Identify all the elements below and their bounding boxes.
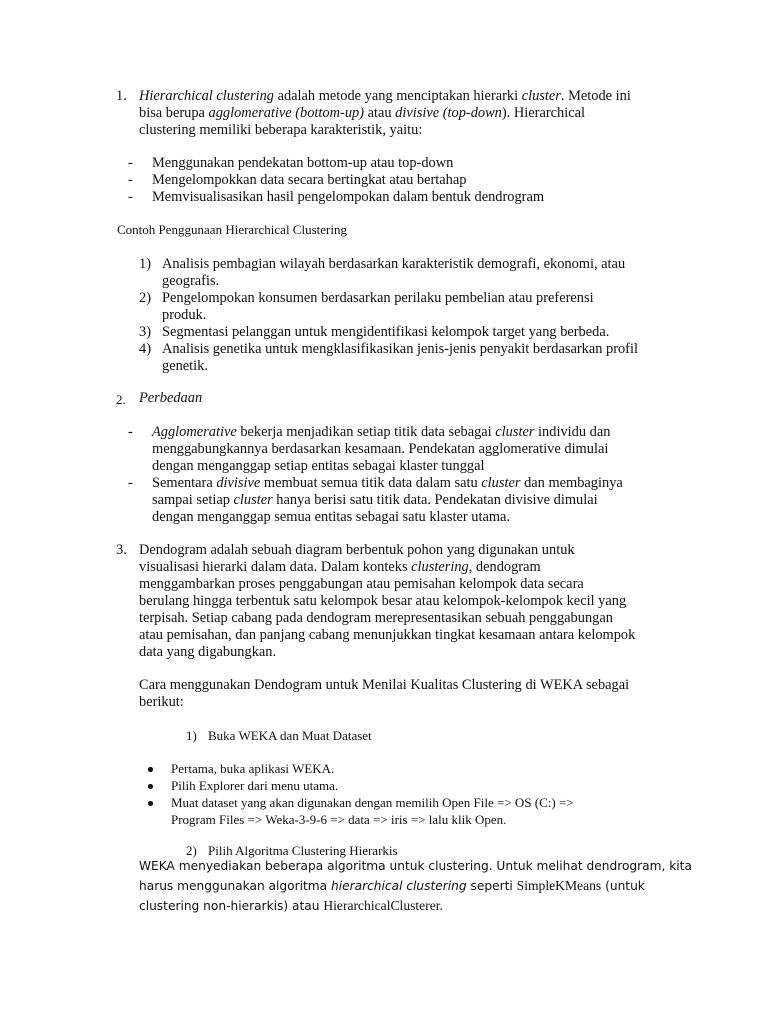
text-run: Dendogram adalah sebuah diagram berbentuk pohon yang digunakan untuk [139, 542, 575, 558]
text-run: dengan menganggap setiap entitas sebagai klaster tunggal [152, 458, 485, 474]
howto-paragraph [139, 677, 629, 711]
item-number: 3) [139, 324, 151, 340]
text-run: WEKA menyediakan beberapa algoritma untuk clustering. Untuk melihat dendrogram, kita [139, 859, 692, 873]
list-item-text: Memvisualisasikan hasil pengelompokan dalam bentuk dendrogram [152, 189, 545, 205]
step-1-title: Buka WEKA dan Muat Dataset [208, 728, 372, 743]
text-run: menggabungkannya berdasarkan kesamaan. Pendekatan agglomerative dimulai [152, 441, 609, 457]
italic-text-run: Agglomerative [152, 424, 237, 440]
text-run: terpisah. Setiap cabang pada dendogram merepresentasikan sebuah penggabungan [139, 610, 613, 626]
paragraph-line [139, 610, 635, 627]
dash-marker: - [128, 189, 133, 205]
list-item-text: genetik. [162, 358, 208, 374]
bullet-dot-icon [148, 767, 153, 772]
paragraph-line [139, 644, 635, 661]
list-item [128, 475, 623, 526]
paragraph-line [139, 896, 692, 916]
italic-text-run: cluster [481, 475, 521, 491]
paragraph-line [139, 627, 635, 644]
text-run: HierarchicalClusterer. [323, 898, 443, 913]
text-run: menggambarkan proses penggabungan atau pemisahan kelompok data secara [139, 576, 584, 592]
list-item [148, 777, 574, 794]
paragraph-line [139, 857, 692, 876]
paragraph-line [139, 542, 635, 559]
item-number: 4) [139, 341, 151, 357]
text-run: bekerja menjadikan setiap titik data sebagai [236, 424, 496, 440]
text-run: SimpleKMeans [516, 878, 602, 893]
step-1-number: 1) [186, 728, 197, 743]
dash-marker: - [128, 155, 133, 171]
dash-marker: - [128, 172, 133, 188]
text-run: seperti [466, 879, 517, 893]
paragraph-line [139, 88, 631, 105]
list-item-text: produk. [162, 307, 207, 323]
list-item-text: geografis. [162, 273, 220, 289]
list-item-text: Analisis genetika untuk mengklasifikasikan jenis-jenis penyakit berdasarkan profil [162, 341, 638, 357]
text-run: membuat semua titik data dalam satu [260, 475, 482, 491]
text-run: visualisasi hierarki dalam data. Dalam konteks [139, 559, 412, 575]
list-item [139, 256, 638, 290]
list-item [139, 341, 638, 375]
list-item-text: Segmentasi pelanggan untuk mengidentifikasi kelompok target yang berbeda. [162, 324, 610, 340]
step-2-paragraph [139, 857, 692, 916]
list-item-text: Pilih Explorer dari menu utama. [171, 778, 339, 793]
text-run: atau [364, 105, 396, 121]
text-run: dengan menganggap semua entitas sebagai satu klaster utama. [152, 509, 511, 525]
list-item-text: Program Files => Weka-3-9-6 => data => iris => lalu klik Open. [171, 812, 507, 827]
step-2-number: 2) [186, 843, 197, 858]
bullet-dot-icon [148, 784, 153, 789]
list-item-text: Analisis pembagian wilayah berdasarkan karakteristik demografi, ekonomi, atau [162, 256, 626, 272]
list-item-text: Pertama, buka aplikasi WEKA. [171, 761, 335, 776]
text-run: sampai setiap [152, 492, 234, 508]
text-run: dan membaginya [520, 475, 623, 491]
list-item-text: Pengelompokan konsumen berdasarkan perilaku pembelian atau preferensi [162, 290, 594, 306]
paragraph-line [139, 559, 635, 576]
italic-text-run: cluster [521, 88, 561, 104]
text-run: adalah metode yang menciptakan hierarki [273, 88, 522, 104]
section-3-paragraph [139, 542, 635, 661]
text-run: (untuk [601, 879, 645, 893]
italic-text-run: cluster [495, 424, 535, 440]
list-item [139, 324, 638, 341]
paragraph-line: Cara menggunakan Dendogram untuk Menilai Kualitas Clustering di WEKA sebagai [139, 677, 630, 693]
bullet-dot-icon [148, 801, 153, 806]
text-run: clustering memiliki beberapa karakteristik, yaitu: [139, 122, 423, 138]
examples-list [139, 256, 638, 375]
paragraph-line [139, 105, 631, 122]
section-2-bullet-list [128, 424, 623, 526]
paragraph-line [139, 576, 635, 593]
dash-marker: - [128, 475, 133, 491]
italic-text-run: cluster [233, 492, 273, 508]
section-3-number: 3. [116, 542, 127, 558]
text-run: . Metode ini [560, 88, 631, 104]
list-item-text [152, 441, 623, 458]
section-1-paragraph [139, 88, 631, 139]
list-item-text [152, 458, 623, 475]
paragraph-line [139, 122, 631, 139]
list-item-text [152, 475, 623, 492]
list-item [148, 794, 574, 828]
list-item-text [152, 424, 623, 441]
list-item [139, 290, 638, 324]
step-1-bullet-list [148, 760, 574, 828]
paragraph-line [139, 593, 635, 610]
text-run: data yang digabungkan. [139, 644, 277, 660]
list-item [128, 424, 623, 475]
italic-text-run: Hierarchical clustering [139, 88, 274, 104]
text-run: clustering non-hierarkis) atau [139, 899, 324, 913]
list-item-text [152, 492, 623, 509]
text-run: harus menggunakan algoritma [139, 879, 331, 893]
italic-text-run: divisive [216, 475, 261, 491]
list-item [148, 760, 574, 777]
paragraph-line [139, 876, 692, 896]
italic-text-run: clustering [411, 559, 469, 575]
text-run: individu dan [534, 424, 611, 440]
dash-marker: - [128, 424, 133, 440]
examples-heading: Contoh Penggunaan Hierarchical Clustering [117, 222, 347, 237]
item-number: 1) [139, 256, 151, 272]
italic-text-run: divisive (top-down [395, 105, 502, 121]
text-run: ). Hierarchical [501, 105, 585, 121]
section-2-title: Perbedaan [139, 390, 203, 406]
list-item-text: Mengelompokkan data secara bertingkat atau bertahap [152, 172, 467, 188]
text-run: berulang hingga terbentuk satu kelompok besar atau kelompok-kelompok kecil yang [139, 593, 627, 609]
text-run: Sementara [152, 475, 217, 491]
section-2-number: 2. [116, 392, 126, 407]
section-1-number: 1. [116, 88, 127, 104]
text-run: bisa berupa [139, 105, 209, 121]
item-number: 2) [139, 290, 151, 306]
paragraph-line: berikut: [139, 694, 184, 710]
list-item-text: Menggunakan pendekatan bottom-up atau top-down [152, 155, 454, 171]
italic-text-run: hierarchical clustering [330, 879, 467, 893]
text-run: , dendogram [468, 559, 541, 575]
list-item-text [152, 509, 623, 526]
step-2-title: Pilih Algoritma Clustering Hierarkis [208, 843, 398, 858]
italic-text-run: agglomerative (bottom-up) [208, 105, 364, 121]
text-run: atau pemisahan, dan panjang cabang menunjukkan tingkat kesamaan antara kelompok [139, 627, 636, 643]
list-item-text: Muat dataset yang akan digunakan dengan memilih Open File => OS (C:) => [171, 795, 574, 810]
text-run: hanya berisi satu titik data. Pendekatan divisive dimulai [272, 492, 598, 508]
